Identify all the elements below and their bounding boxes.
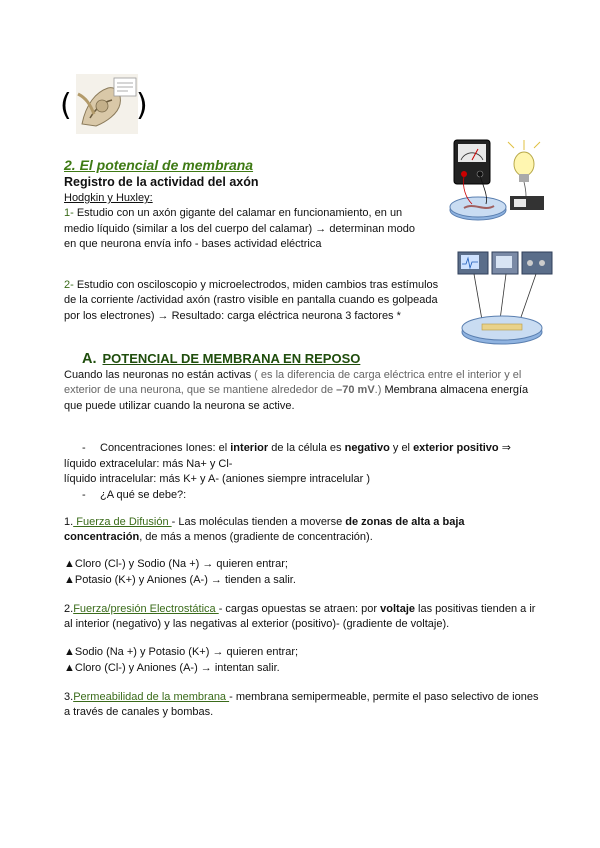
section-a-title: POTENCIAL DE MEMBRANA EN REPOSO [102, 351, 361, 366]
bullet-1: Concentraciones Iones: el interior de la célula es negativo y el exterior positivo ⇒ [100, 442, 511, 454]
factor-2-title: Fuerza/presión Electrostática [73, 603, 219, 615]
factor-2-line-1: 2.Fuerza/presión Electrostática - cargas opuestas se atraen: por voltaje las positivas tienden a ir [64, 603, 536, 615]
factor-2-item-1: ▲Sodio (Na +) y Potasio (K+) → quieren entrar; [64, 646, 299, 658]
section-a-line-1: Cuando las neuronas no están activas ( es la diferencia de carga eléctrica entre el interior y el [64, 369, 522, 381]
factor-2-item-2: ▲Cloro (Cl-) y Aniones (A-) → intentan salir. [64, 662, 280, 674]
section-a-heading [82, 350, 360, 368]
p2-line-3: por los electrones) → Resultado: carga eléctrica neurona 3 factores * [64, 310, 401, 322]
p1-line-3: en que neurona envía info - bases actividad eléctrica [64, 238, 322, 250]
close-paren-glyph: ) [136, 88, 148, 123]
section-a-letter: A. [82, 351, 97, 367]
factor-2-line-2: al interior (negativo) y las negativas al exterior (positivo)- (gradiente de voltaje). [64, 618, 450, 630]
section-a-line-2: exterior de una neurona, que se mantiene alrededor de –70 mV.) Membrana almacena energía [64, 384, 529, 396]
factor-1-line-1: 1. Fuerza de Difusión - Las moléculas tienden a moverse de zonas de alta a baja [64, 516, 465, 528]
factor-1-item-2: ▲Potasio (K+) y Aniones (A-) → tienden a salir. [64, 574, 296, 586]
factor-1-item-1: ▲Cloro (Cl-) y Sodio (Na +) → quieren entrar; [64, 558, 288, 570]
bullet-2: ¿A qué se debe?: [100, 489, 187, 501]
bullet-dash-2: - [82, 489, 86, 501]
section-a-line-3: que puede utilizar cuando la neurona se active. [64, 400, 295, 412]
illustration-image [76, 74, 138, 134]
p1-line-1: 1- Estudio con un axón gigante del calamar en funcionamiento, en un [64, 207, 403, 219]
factor-3-line-2: a través de canales y bombas. [64, 706, 214, 718]
intracellular-line: líquido intracelular: más K+ y A- (aniones siempre intracelular ) [64, 473, 370, 485]
open-paren-glyph: ( [60, 88, 72, 123]
factor-1-title: Fuerza de Difusión [73, 516, 172, 528]
section-title: 2. El potencial de membrana [64, 157, 254, 173]
section-subtitle: Registro de la actividad del axón [64, 175, 259, 189]
extracellular-line: líquido extracelular: más Na+ y Cl- [64, 458, 233, 470]
p2-line-1: 2- Estudio con osciloscopio y microelectrodos, miden cambios tras estímulos [64, 279, 439, 291]
factor-1-line-2: concentración, de más a menos (gradiente de concentración). [64, 531, 373, 543]
bullet-dash-1: - [82, 442, 86, 454]
voltmeter-figure [444, 136, 554, 236]
oscilloscope-figure [456, 250, 556, 350]
p1-line-2: medio líquido (similar a los del cuerpo del calamar) → determinan modo [64, 223, 415, 235]
header-figure [60, 74, 148, 134]
p1-number: 1- [64, 207, 77, 219]
authors-label: Hodgkin y Huxley: [64, 192, 153, 204]
factor-3-line-1: 3.Permeabilidad de la membrana - membrana semipermeable, permite el paso selectivo de iones [64, 691, 539, 703]
voltage-value: –70 mV [336, 384, 375, 396]
factor-3-title: Permeabilidad de la membrana [73, 691, 230, 703]
p2-line-2: de la corriente /actividad axón (rastro visible en pantalla cuando es golpeada [64, 294, 438, 306]
p2-number: 2- [64, 279, 77, 291]
